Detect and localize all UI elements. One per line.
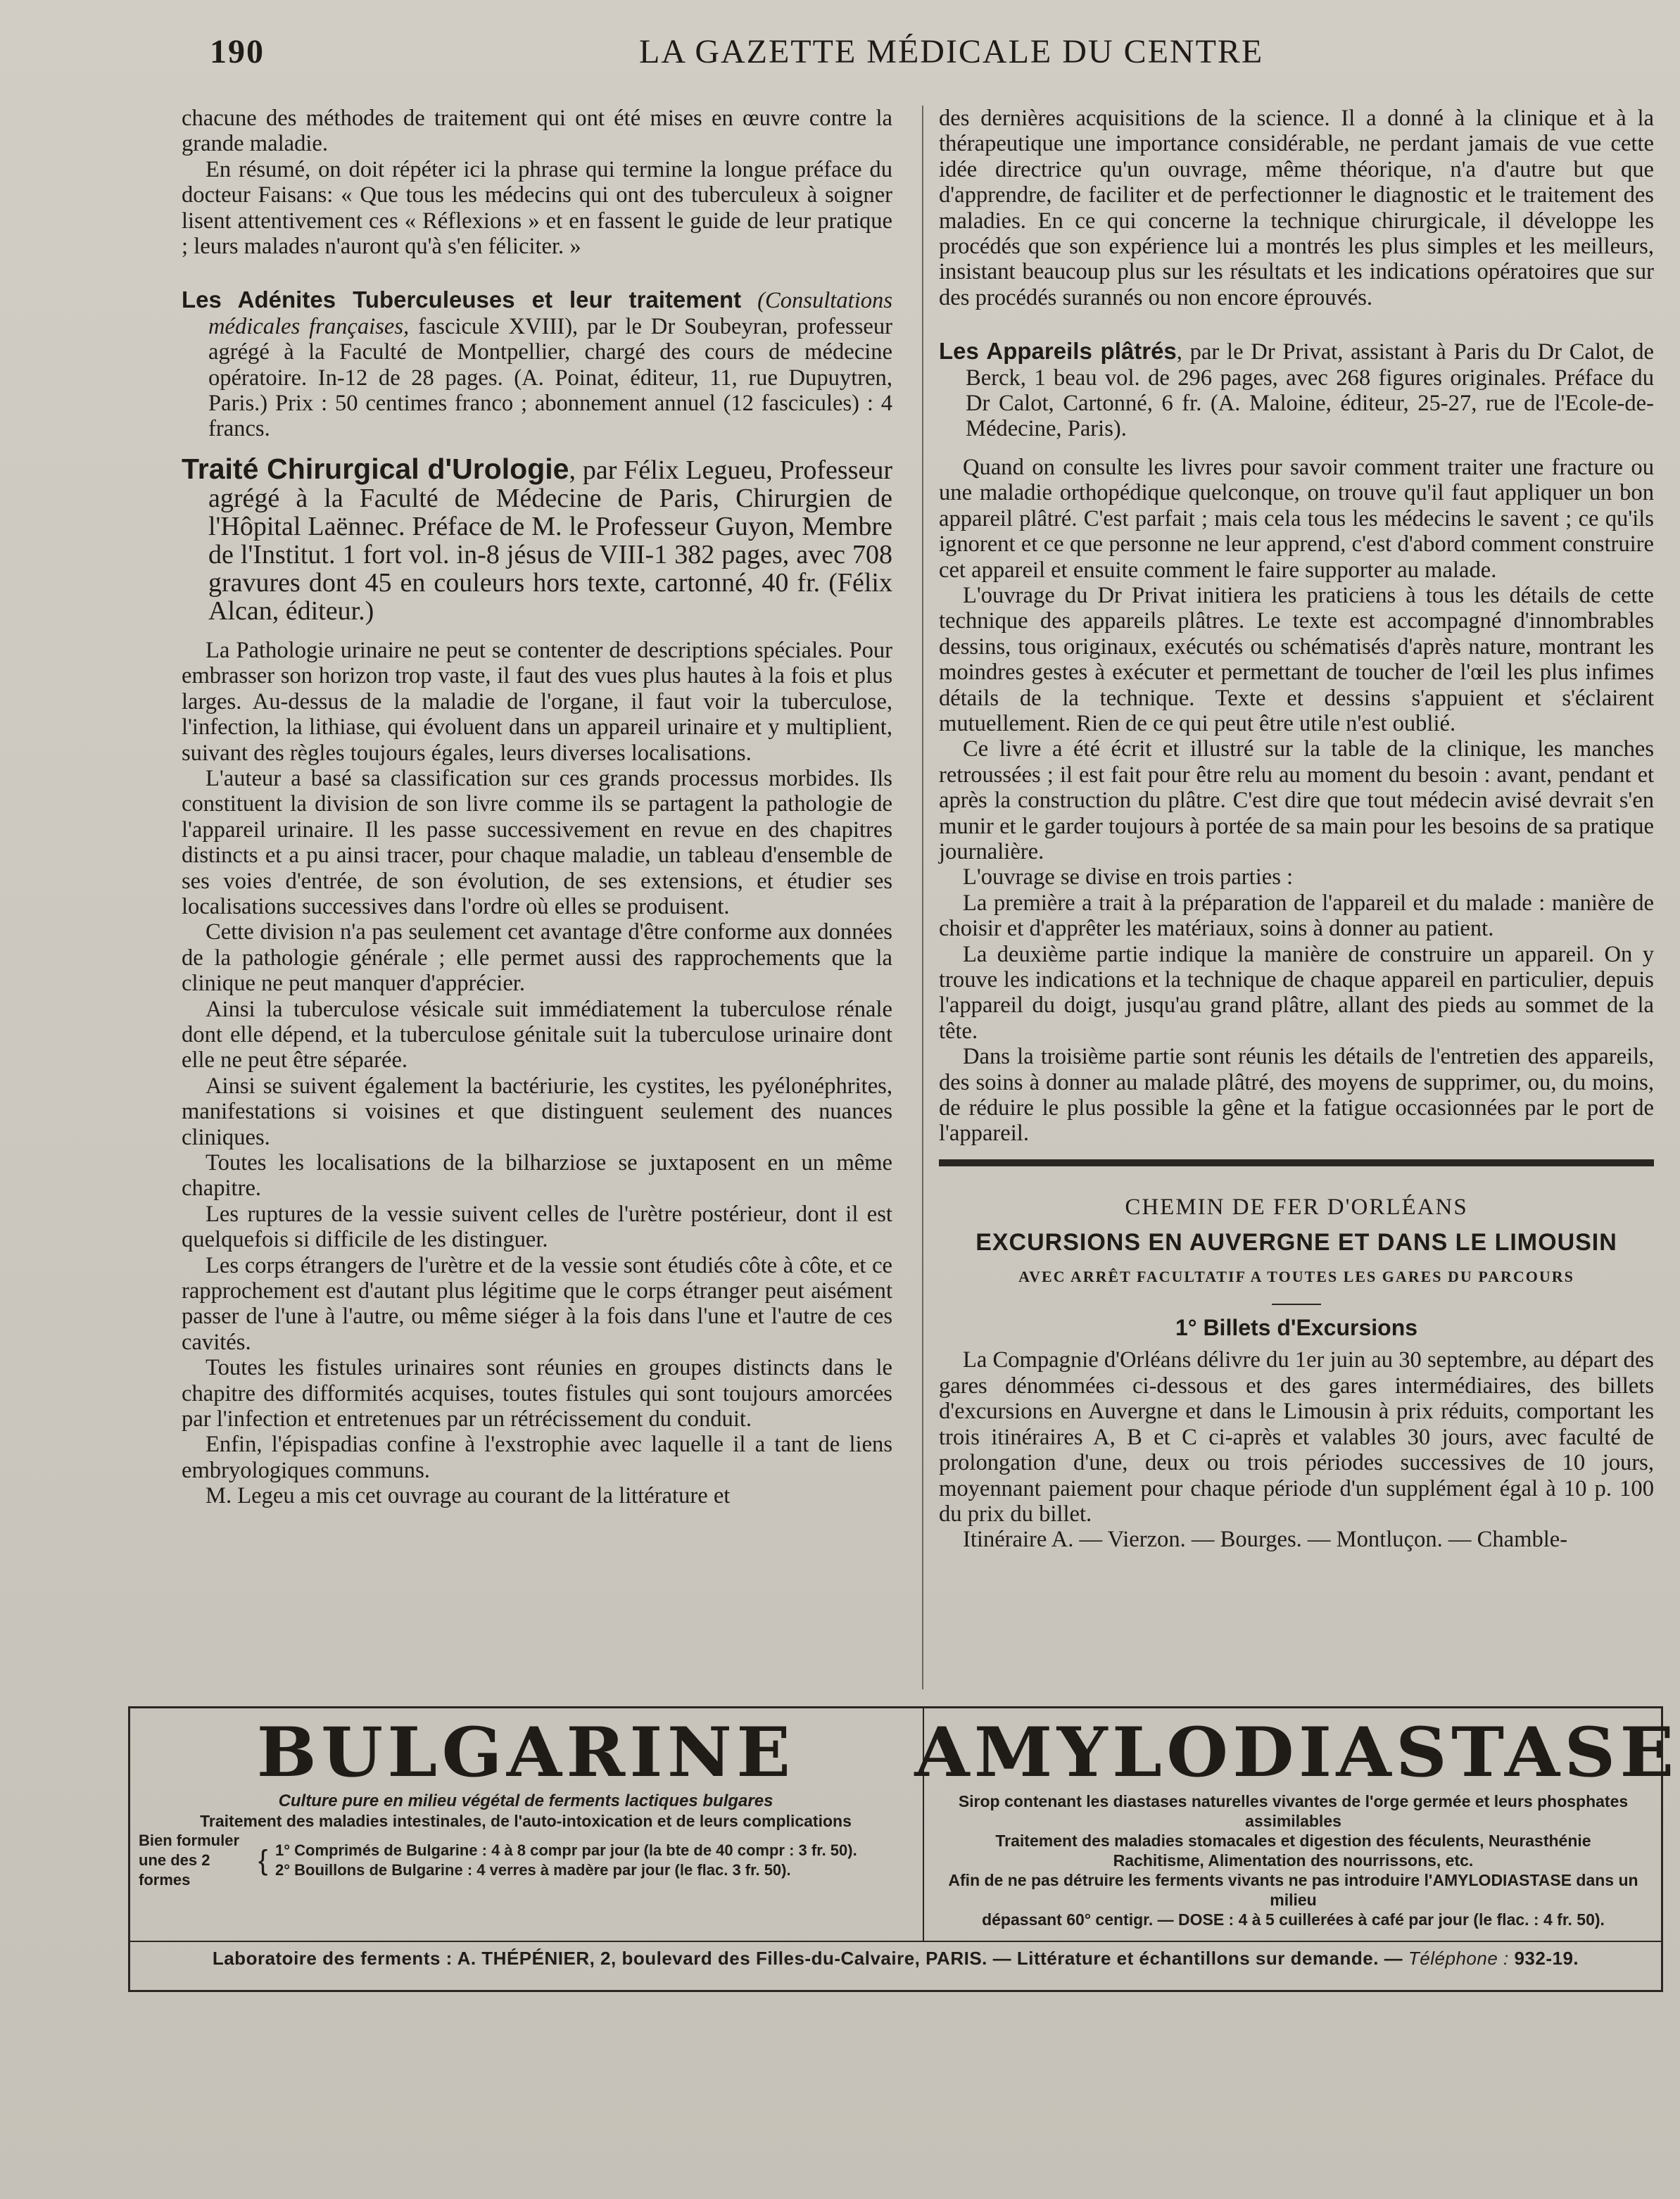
paragraph: La Pathologie urinaire ne peut se contenter de descriptions spéciales. Pour embrasser son horizon trop vaste, il faut des vues plus hautes à la fois et plus larges. Au-dessus de la maladie de l'organe, il faut voir la tuberculose, l'infection, la lithiase, qui évoluent dans un appareil urinaire et y multiplient, suivant des règles toujours égales, leurs diverses localisations. — [182, 637, 892, 766]
notice-title: Les Appareils plâtrés — [939, 338, 1177, 365]
notice-body: , par le Dr Privat, assistant à Paris du Dr Calot, de Berck, 1 beau vol. de 296 pages, avec 268 figures originales. Préface du Dr Calot, Cartonné, 6 fr. (A. Maloine, éditeur, 25-27, rue de l'Ecole-de-Médecine, Paris). — [966, 339, 1655, 442]
ad-brand-amylodiastase: AMYLODIASTASE — [914, 1713, 1679, 1792]
railway-section-title: 1° Billets d'Excursions — [1175, 1315, 1418, 1341]
paragraph: Les corps étrangers de l'urètre et de la vessie sont étudiés côte à côte, et ce rapprochement est d'autant plus légitime que le corps étranger peut aisément passer de l'une à l'autre, ou même siéger à la fois dans l'une et l'autre de ces cavités. — [182, 1252, 892, 1355]
ad-line: dépassant 60° centigr. — DOSE : 4 à 5 cuillerées à café par jour (le flac. : 4 fr. 50). — [982, 1910, 1605, 1929]
paragraph: Ainsi se suivent également la bactériurie, les cystites, les pyélonéphrites, manifestations si voisines et que distinguent seulement des nuances cliniques. — [182, 1073, 892, 1150]
railway-title: EXCURSIONS EN AUVERGNE ET DANS LE LIMOUSIN — [975, 1229, 1617, 1256]
ad-line: Traitement des maladies stomacales et digestion des féculents, Neurasthénie — [995, 1832, 1591, 1850]
short-rule — [1272, 1304, 1321, 1305]
ad-footer-text: Laboratoire des ferments : A. THÉPÉNIER, 2, boulevard des Filles-du-Calvaire, PARIS. — Littérature et échantillons sur demande. — — [212, 1948, 1403, 1969]
paragraph: Enfin, l'épispadias confine à l'exstrophie avec laquelle il a tant de liens embryologiques communs. — [182, 1432, 892, 1483]
ad-dosage-label — [139, 1831, 258, 1890]
book-notice-urologie — [182, 452, 892, 626]
ad-line: Afin de ne pas détruire les ferments vivants ne pas introduire l'AMYLODIASTASE dans un milieu — [948, 1871, 1638, 1909]
ad-brace: { — [258, 1845, 268, 1876]
railway-body: La Compagnie d'Orléans délivre du 1er juin au 30 septembre, au départ des gares dénommées ci-dessous et des gares intermédiaires, des billets d'excursions en Auvergne et dans le Limousin à prix réduits, comportant les trois itinéraires A, B et C ci-après et valables 30 jours, avec faculté de prolongation d'une, deux ou trois périodes successives de 10 jours, moyennant paiement pour chaque période d'un supplément égal à 10 p. 100 du prix du billet. — [939, 1347, 1654, 1527]
paragraph: Ce livre a été écrit et illustré sur la table de la clinique, les manches retroussées ; il est fait pour être relu au moment du besoin : avant, pendant et après la construction du plâtre. C'est dire que tout médecin avisé devrait s'en munir et le garder toujours à portée de sa main pour les besoins de sa pratique journalière. — [939, 736, 1654, 864]
journal-title: LA GAZETTE MÉDICALE DU CENTRE — [639, 33, 1264, 70]
paragraph: L'ouvrage se divise en trois parties : — [963, 864, 1294, 890]
railway-subtitle: AVEC ARRÊT FACULTATIF A TOUTES LES GARES DU PARCOURS — [1018, 1267, 1574, 1285]
ad-tagline: Culture pure en milieu végétal de ferments lactiques bulgares — [278, 1791, 773, 1810]
ad-dosage-block — [139, 1831, 913, 1890]
ad-bulgarine — [139, 1714, 913, 1890]
paragraph: Cette division n'a pas seulement cet avantage d'être conforme aux données de la pathologie générale ; elle permet aussi des rapprochements que la clinique ne peut manquer d'apprécier. — [182, 919, 892, 997]
ad-amylodiastase — [914, 1713, 1679, 1929]
section-rule — [939, 1159, 1654, 1166]
paragraph: chacune des méthodes de traitement qui ont été mises en œuvre contre la grande maladie. — [182, 106, 892, 157]
paragraph: L'auteur a basé sa classification sur ces grands processus morbides. Ils constituent la division de son livre comme ils se partagent la pathologie de l'appareil urinaire. Il les passe successivement en revue en des chapitres distincts et a pu ainsi tracer, pour chaque maladie, un tableau d'ensemble de ses voies d'entrée, de son évolution, de ses extensions, et étudier ses localisations successives dans l'ordre où elles se produisent. — [182, 765, 892, 919]
notice-title: Les Adénites Tuberculeuses et leur traitement — [182, 286, 742, 313]
paragraph: La première a trait à la préparation de l'appareil et du malade : manière de choisir et d'apprêter les matériaux, soins à donner au patient. — [939, 890, 1654, 942]
page-header — [182, 25, 1652, 84]
book-notice-appareils — [939, 339, 1654, 442]
paragraph: Les ruptures de la vessie suivent celles de l'urètre postérieur, dont il est quelquefois si difficile de les distinguer. — [182, 1201, 892, 1253]
notice-series: (Consultations médicales françaises, — [208, 288, 892, 339]
railway-itinerary: Itinéraire A. — Vierzon. — Bourges. — Montluçon. — Chamble- — [963, 1527, 1568, 1553]
paragraph: M. Legeu a mis cet ouvrage au courant de la littérature et — [206, 1483, 731, 1509]
paragraph: L'ouvrage du Dr Privat initiera les praticiens à tous les détails de cette technique des appareils plâtres. Le texte est accompagné d'innombrables dessins, tous originaux, exécutés ou schématisés d'après nature, montrant les moindres gestes à exécuter et permettant de toucher de l'œil les plus infimes détails de la technique. Texte et dessins s'appuient et s'éclairent mutuellement. Rien de ce qui peut être utile n'est oublié. — [939, 582, 1654, 736]
ad-footer — [130, 1948, 1661, 1970]
ad-forms — [275, 1841, 857, 1880]
paragraph: Dans la troisième partie sont réunis les détails de l'entretien des appareils, des soins à donner au malade plâtré, des moyens de supprimer, ou, du moins, de réduire le plus possible la gêne et la fatigue occasionnées par le port de l'appareil. — [939, 1044, 1654, 1147]
column-divider — [922, 106, 923, 1689]
notice-body: , par Félix Legueu, Professeur agrégé à la Faculté de Médecine de Paris, Chirurgien de l'Hôpital Laënnec. Préface de M. le Professeur Guyon, Membre de l'Institut. 1 fort vol. in-8 jésus de VIII-1 382 pages, avec 708 gravures dont 45 en couleurs hors texte, cartonné, 40 fr. (Félix Alcan, éditeur.) — [208, 455, 892, 626]
ad-footer-rule — [130, 1941, 1661, 1942]
paragraph: Quand on consulte les livres pour savoir comment traiter une fracture ou une maladie orthopédique quelconque, on trouve qu'il faut appliquer un bon appareil plâtré. C'est parfait ; mais cela tous les médecins le savent ; ce qu'ils ignorent et ce que personne ne leur apprend, c'est d'abord comment construire cet appareil et ensuite comment le faire supporter au malade. — [939, 454, 1654, 583]
paragraph: Ainsi la tuberculose vésicale suit immédiatement la tuberculose rénale dont elle dépend, et la tuberculose génitale suit la tuberculose urinaire dont elle ne peut être séparée. — [182, 996, 892, 1073]
paragraph: En résumé, on doit répéter ici la phrase qui termine la longue préface du docteur Faisans: « Que tous les médecins qui ont des tuberculeux à soigner lisent attentivement ces « Réflexions » et en fassent le guide de leur pratique ; leurs malades n'auront qu'à s'en féliciter. » — [182, 156, 892, 260]
right-column — [939, 106, 1654, 1553]
railway-company: CHEMIN DE FER D'ORLÉANS — [1125, 1194, 1468, 1220]
advertisement-box — [128, 1706, 1679, 1992]
paragraph: Toutes les fistules urinaires sont réunies en groupes distincts dans le chapitre des difformités acquises, toutes fistules qui sont toujours amorcées par l'infection et entretenues par un rétrécissement du conduit. — [182, 1355, 892, 1432]
ad-line: Sirop contenant les diastases naturelles vivantes de l'orge germée et leurs phosphates assimilables — [958, 1792, 1629, 1830]
notice-title: Traité Chirurgical d'Urologie — [182, 452, 569, 485]
ad-footer-phone: 932-19. — [1514, 1948, 1579, 1969]
left-column — [182, 106, 892, 1509]
ad-line: Rachitisme, Alimentation des nourrissons, etc. — [1113, 1851, 1474, 1870]
ad-footer-phone-label: Téléphone : — [1408, 1948, 1509, 1969]
page-number: 190 — [210, 33, 265, 70]
ad-brand-bulgarine: BULGARINE — [256, 1713, 795, 1792]
ad-line: Traitement des maladies intestinales, de l'auto-intoxication et de leurs complications — [200, 1812, 852, 1830]
paragraph: La deuxième partie indique la manière de construire un appareil. On y trouve les indications et la technique de chaque appareil en particulier, depuis l'appareil du doigt, jusqu'au grand plâtre, allant des pieds au sommet de la tête. — [939, 941, 1654, 1044]
ad-form-line: 2° Bouillons de Bulgarine : 4 verres à madère par jour (le flac. 3 fr. 50). — [275, 1861, 791, 1879]
paragraph: des dernières acquisitions de la science. Il a donné à la clinique et à la thérapeutique une importance considérable, ne perdant jamais de vue cette idée directrice qu'un ouvrage, même théorique, n'a d'autre but que d'apprendre, de faciliter et de perfectionner le diagnostic et le traitement des maladies. En ce qui concerne la technique chirurgicale, il développe les procédés que son expérience lui a montrés les plus simples et les meilleurs, insistant beaucoup plus sur les résultats et les indications opératoires que sur des procédés surannés ou non encore éprouvés. — [939, 106, 1654, 310]
ad-ask-line: une des 2 formes — [139, 1851, 210, 1889]
ad-ask-line: Bien formuler — [139, 1832, 240, 1849]
ad-form-line: 1° Comprimés de Bulgarine : 4 à 8 compr par jour (la bte de 40 compr : 3 fr. 50). — [275, 1841, 857, 1859]
paragraph: Toutes les localisations de la bilharziose se juxtaposent en un même chapitre. — [182, 1150, 892, 1202]
book-notice-adenites — [182, 287, 892, 441]
notice-body: fascicule XVIII), par le Dr Soubeyran, professeur agrégé à la Faculté de Montpellier, chargé des cours de médecine opératoire. In-12 de 28 pages. (A. Poinat, éditeur, 11, rue Dupuytren, Paris.) Prix : 50 centimes franco ; abonnement annuel (12 fascicules) : 4 francs. — [208, 313, 892, 442]
